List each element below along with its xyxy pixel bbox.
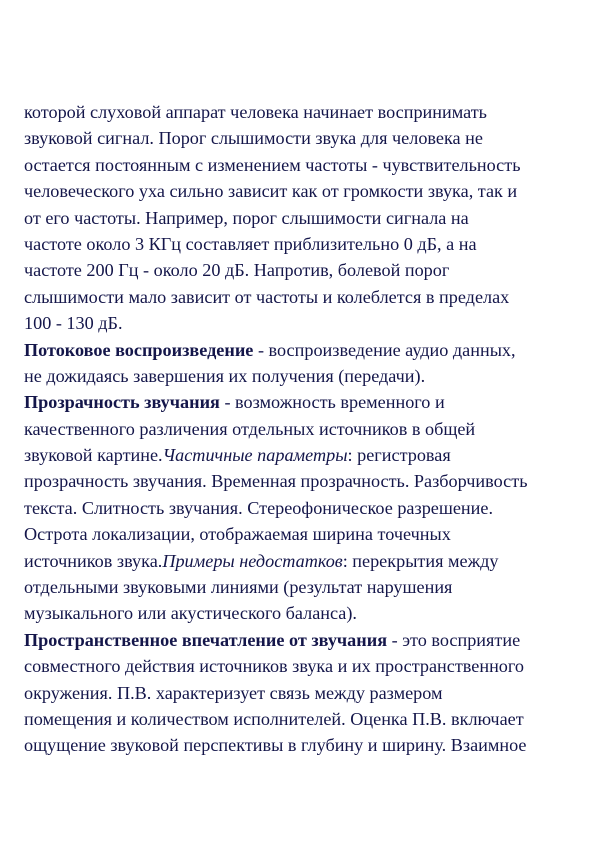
text-line [24,548,574,574]
text-line: от его частоты. Например, порог слышимости сигнала на [24,207,469,228]
text-line: Острота локализации, отображаемая ширина точечных [24,524,451,545]
definition-text: звуковой картине. [24,445,163,466]
text-line: помещения и количеством исполнителей. Оценка П.В. включает [24,708,524,729]
text-line: человеческого уха сильно зависит как от громкости звука, так и [24,181,518,202]
italic-subheading: Частичные параметры [162,445,348,466]
text-line: отдельными звуковыми линиями (результат нарушения [24,577,453,598]
text-line: ощущение звуковой перспективы в глубину и ширину. Взаимное [24,735,527,756]
text-line: остается постоянным с изменением частоты - чувствительность [24,154,521,175]
definition-text: - воспроизведение аудио данных, [253,339,516,360]
text-line [24,389,574,415]
text-line: не дожидаясь завершения их получения (передачи). [24,365,426,386]
text-line [24,442,574,468]
definition-text: источников звука. [24,550,163,571]
text-line: слышимости мало зависит от частоты и колеблется в пределах [24,286,510,307]
text-line: текста. Слитность звучания. Стереофоническое разрешение. [24,497,494,518]
text-line: частоте около 3 КГц составляет приблизительно 0 дБ, а на [24,233,477,254]
term-streaming: Потоковое воспроизведение [24,339,254,360]
text-line: 100 - 130 дБ. [24,313,123,334]
definition-text: - это восприятие [387,629,521,650]
text-line: прозрачность звучания. Временная прозрачность. Разборчивость [24,471,528,492]
text-line: качественного различения отдельных источников в общей [24,418,476,439]
italic-subheading: Примеры недостатков [162,550,343,571]
term-spatial-impression: Пространственное впечатление от звучания [24,629,388,650]
text-line: окружения. П.В. характеризует связь между размером [24,682,443,703]
text-line: частоте 200 Гц - около 20 дБ. Напротив, болевой порог [24,260,450,281]
definition-text: : перекрытия между [342,550,499,571]
term-transparency: Прозрачность звучания [24,392,220,413]
text-line: которой слуховой аппарат человека начинает воспринимать [24,102,487,122]
text-line [24,627,574,653]
text-line: музыкального или акустического баланса). [24,603,357,624]
document-text [24,99,574,759]
text-line: совместного действия источников звука и их пространственного [24,656,525,677]
definition-text: : регистровая [347,445,451,466]
text-line: звуковой сигнал. Порог слышимости звука для человека не [24,128,483,149]
text-line [24,337,574,363]
definition-text: - возможность временного и [219,392,445,413]
